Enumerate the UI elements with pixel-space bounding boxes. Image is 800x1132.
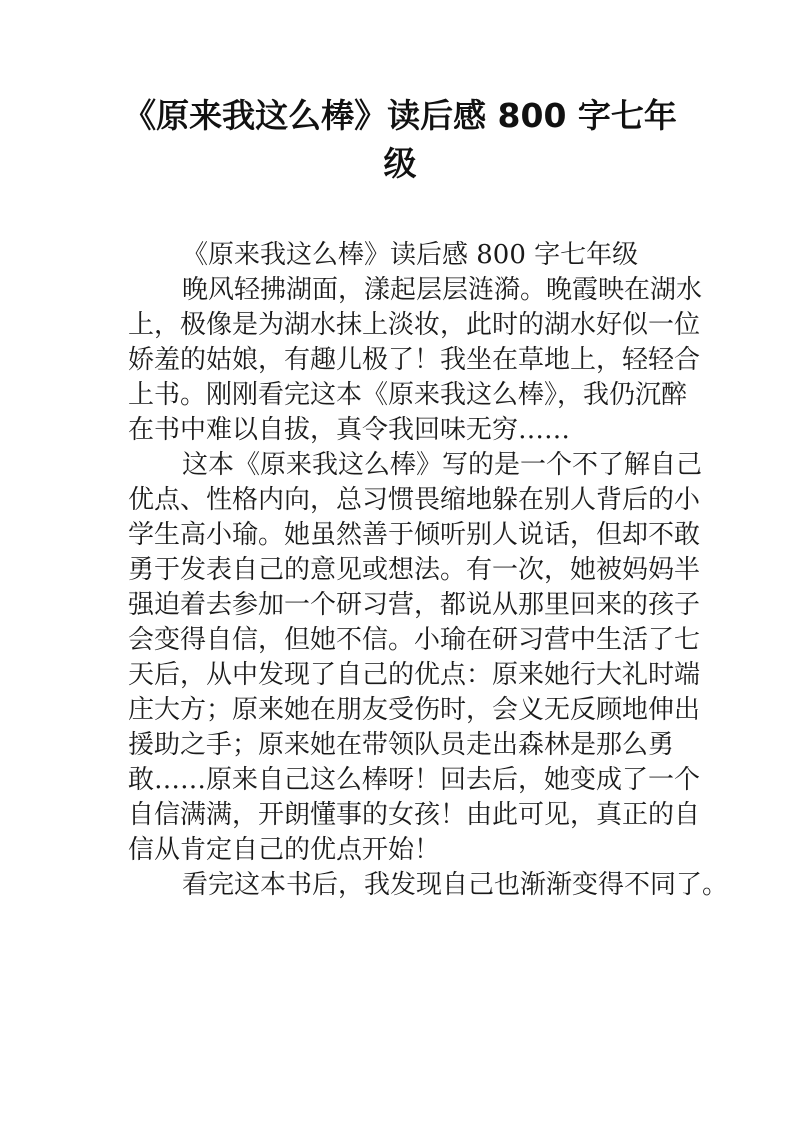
paragraph-2-line: 援助之手；原来她在带领队员走出森林是那么勇 — [128, 730, 675, 760]
paragraph-3-line: 看完这本书后，我发现自己也渐渐变得不同了。 — [182, 870, 729, 900]
paragraph-1-line: 上书。刚刚看完这本《原来我这么棒》，我仍沉醉 — [128, 380, 688, 410]
paragraph-2-line: 庄大方；原来她在朋友受伤时，会义无反顾地伸出 — [128, 695, 701, 725]
paragraph-2-line: 强迫着去参加一个研习营，都说从那里回来的孩子 — [128, 590, 701, 620]
paragraph-2-line: 敢……原来自己这么棒呀！回去后，她变成了一个 — [128, 765, 701, 795]
paragraph-1-line: 上，极像是为湖水抹上淡妆，此时的湖水好似一位 — [128, 310, 701, 340]
paragraph-2-line: 天后，从中发现了自己的优点：原来她行大礼时端 — [128, 660, 701, 690]
paragraph-2-line: 优点、性格内向，总习惯畏缩地躲在别人背后的小 — [128, 485, 701, 515]
paragraph-1-line: 晚风轻拂湖面，漾起层层涟漪。晚霞映在湖水 — [182, 275, 703, 305]
title-line-1: 《原来我这么棒》读后感 800 字七年 — [123, 96, 677, 135]
title-line-2: 级 — [383, 144, 417, 183]
paragraph-2-line: 学生高小瑜。她虽然善于倾听别人说话，但却不敢 — [128, 520, 701, 550]
paragraph-2-line: 自信满满，开朗懂事的女孩！由此可见，真正的自 — [128, 800, 701, 830]
paragraph-2-line: 会变得自信，但她不信。小瑜在研习营中生活了七 — [128, 625, 701, 655]
document-body — [128, 238, 729, 903]
paragraph-2-line: 信从肯定自己的优点开始！ — [128, 835, 441, 865]
document-title — [100, 92, 700, 188]
subtitle-line: 《原来我这么棒》读后感 800 字七年级 — [182, 240, 639, 270]
paragraph-2-line: 这本《原来我这么棒》写的是一个不了解自己 — [182, 450, 703, 480]
paragraph-1-line: 娇羞的姑娘，有趣儿极了！我坐在草地上，轻轻合 — [128, 345, 701, 375]
paragraph-2-line: 勇于发表自己的意见或想法。有一次，她被妈妈半 — [128, 555, 701, 585]
paragraph-1-line: 在书中难以自拔，真令我回味无穷…… — [128, 415, 571, 445]
